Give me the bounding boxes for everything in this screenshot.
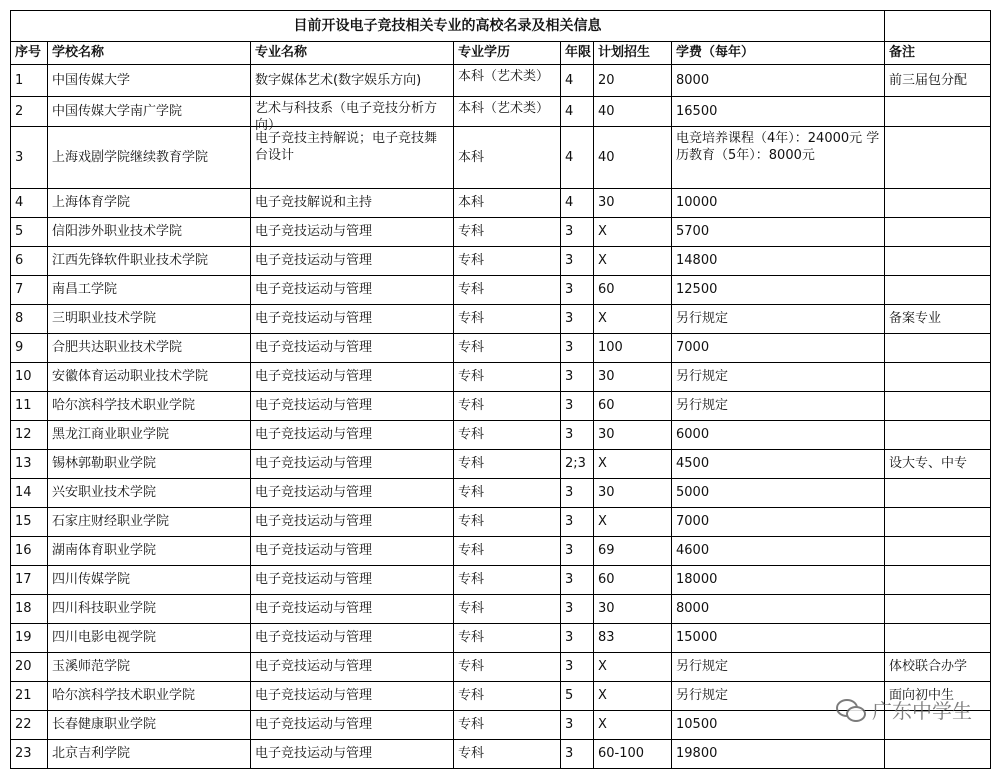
table-row xyxy=(11,65,991,97)
table-row xyxy=(11,624,991,653)
table-row xyxy=(11,218,991,247)
tuition-fee: 6000 xyxy=(672,421,885,450)
tuition-fee: 电竞培养课程（4年）：24000元 学历教育（5年）：8000元 xyxy=(672,127,885,189)
degree-level: 专科 xyxy=(454,566,561,595)
degree-level: 专科 xyxy=(454,537,561,566)
study-years: 3 xyxy=(561,305,594,334)
table-row xyxy=(11,421,991,450)
tuition-fee: 10500 xyxy=(672,711,885,740)
degree-level: 专科 xyxy=(454,363,561,392)
tuition-fee: 8000 xyxy=(672,595,885,624)
school-name: 锡林郭勒职业学院 xyxy=(48,450,251,479)
row-number: 15 xyxy=(11,508,48,537)
table-row xyxy=(11,97,991,127)
enrollment-plan: X xyxy=(594,305,672,334)
row-number: 1 xyxy=(11,65,48,97)
remark xyxy=(885,624,991,653)
school-name: 北京吉利学院 xyxy=(48,740,251,769)
tuition-fee: 7000 xyxy=(672,508,885,537)
enrollment-plan: 60-100 xyxy=(594,740,672,769)
row-number: 19 xyxy=(11,624,48,653)
row-number: 2 xyxy=(11,97,48,127)
row-number: 13 xyxy=(11,450,48,479)
tuition-fee: 14800 xyxy=(672,247,885,276)
school-name: 信阳涉外职业技术学院 xyxy=(48,218,251,247)
degree-level: 专科 xyxy=(454,218,561,247)
degree-level: 专科 xyxy=(454,653,561,682)
degree-level: 专科 xyxy=(454,334,561,363)
school-name: 湖南体育职业学院 xyxy=(48,537,251,566)
study-years: 3 xyxy=(561,508,594,537)
study-years: 5 xyxy=(561,682,594,711)
table-row xyxy=(11,127,991,189)
remark: 体校联合办学 xyxy=(885,653,991,682)
major-name: 电子竞技运动与管理 xyxy=(251,624,454,653)
enrollment-plan: 60 xyxy=(594,276,672,305)
remark xyxy=(885,247,991,276)
row-number: 14 xyxy=(11,479,48,508)
remark xyxy=(885,392,991,421)
remark: 面向初中生 xyxy=(885,682,991,711)
school-name: 南昌工学院 xyxy=(48,276,251,305)
tuition-fee: 16500 xyxy=(672,97,885,127)
study-years: 4 xyxy=(561,97,594,127)
school-name: 长春健康职业学院 xyxy=(48,711,251,740)
header-years: 年限 xyxy=(561,42,594,65)
row-number: 22 xyxy=(11,711,48,740)
enrollment-plan: 30 xyxy=(594,479,672,508)
row-number: 16 xyxy=(11,537,48,566)
row-number: 6 xyxy=(11,247,48,276)
degree-level: 专科 xyxy=(454,740,561,769)
enrollment-plan: 40 xyxy=(594,127,672,189)
school-name: 玉溪师范学院 xyxy=(48,653,251,682)
major-name: 电子竞技运动与管理 xyxy=(251,566,454,595)
tuition-fee: 18000 xyxy=(672,566,885,595)
table-title: 目前开设电子竞技相关专业的高校名录及相关信息 xyxy=(11,11,885,42)
remark xyxy=(885,363,991,392)
header-fee: 学费（每年） xyxy=(672,42,885,65)
row-number: 20 xyxy=(11,653,48,682)
major-name: 电子竞技运动与管理 xyxy=(251,711,454,740)
major-name: 电子竞技主持解说；电子竞技舞台设计 xyxy=(251,127,454,189)
study-years: 3 xyxy=(561,276,594,305)
major-name: 电子竞技运动与管理 xyxy=(251,508,454,537)
remark xyxy=(885,566,991,595)
remark xyxy=(885,189,991,218)
colleges-table xyxy=(10,10,991,769)
enrollment-plan: 20 xyxy=(594,65,672,97)
remark xyxy=(885,421,991,450)
watermark-text: 广东中学生 xyxy=(872,699,972,723)
school-name: 合肥共达职业技术学院 xyxy=(48,334,251,363)
degree-level: 专科 xyxy=(454,276,561,305)
tuition-fee: 19800 xyxy=(672,740,885,769)
major-name: 电子竞技运动与管理 xyxy=(251,392,454,421)
table-row xyxy=(11,276,991,305)
study-years: 4 xyxy=(561,127,594,189)
study-years: 3 xyxy=(561,624,594,653)
school-name: 三明职业技术学院 xyxy=(48,305,251,334)
header-note: 备注 xyxy=(885,42,991,65)
remark xyxy=(885,537,991,566)
header-major: 专业名称 xyxy=(251,42,454,65)
remark xyxy=(885,218,991,247)
school-name: 上海戏剧学院继续教育学院 xyxy=(48,127,251,189)
remark: 前三届包分配 xyxy=(885,65,991,97)
school-name: 四川电影电视学院 xyxy=(48,624,251,653)
remark xyxy=(885,127,991,189)
study-years: 3 xyxy=(561,711,594,740)
enrollment-plan: 83 xyxy=(594,624,672,653)
enrollment-plan: 60 xyxy=(594,566,672,595)
major-name: 电子竞技运动与管理 xyxy=(251,479,454,508)
major-name: 电子竞技运动与管理 xyxy=(251,218,454,247)
tuition-fee: 4600 xyxy=(672,537,885,566)
study-years: 3 xyxy=(561,392,594,421)
tuition-fee: 8000 xyxy=(672,65,885,97)
remark xyxy=(885,276,991,305)
table-row xyxy=(11,247,991,276)
school-name: 四川传媒学院 xyxy=(48,566,251,595)
study-years: 3 xyxy=(561,421,594,450)
study-years: 3 xyxy=(561,363,594,392)
enrollment-plan: X xyxy=(594,682,672,711)
remark xyxy=(885,508,991,537)
major-name: 电子竞技运动与管理 xyxy=(251,740,454,769)
table-row xyxy=(11,189,991,218)
major-name: 数字媒体艺术(数字娱乐方向) xyxy=(251,65,454,97)
enrollment-plan: X xyxy=(594,218,672,247)
degree-level: 专科 xyxy=(454,624,561,653)
degree-level: 专科 xyxy=(454,595,561,624)
remark xyxy=(885,334,991,363)
tuition-fee: 7000 xyxy=(672,334,885,363)
row-number: 21 xyxy=(11,682,48,711)
remark xyxy=(885,479,991,508)
enrollment-plan: 30 xyxy=(594,363,672,392)
school-name: 哈尔滨科学技术职业学院 xyxy=(48,392,251,421)
degree-level: 专科 xyxy=(454,392,561,421)
degree-level: 本科 xyxy=(454,189,561,218)
remark: 备案专业 xyxy=(885,305,991,334)
degree-level: 专科 xyxy=(454,682,561,711)
major-name: 电子竞技运动与管理 xyxy=(251,334,454,363)
major-name: 电子竞技运动与管理 xyxy=(251,276,454,305)
school-name: 石家庄财经职业学院 xyxy=(48,508,251,537)
enrollment-plan: X xyxy=(594,247,672,276)
enrollment-plan: X xyxy=(594,508,672,537)
row-number: 8 xyxy=(11,305,48,334)
table-row xyxy=(11,479,991,508)
row-number: 23 xyxy=(11,740,48,769)
enrollment-plan: 30 xyxy=(594,421,672,450)
wechat-icon xyxy=(836,699,866,721)
school-name: 江西先锋软件职业技术学院 xyxy=(48,247,251,276)
study-years: 3 xyxy=(561,479,594,508)
major-name: 电子竞技解说和主持 xyxy=(251,189,454,218)
table-row xyxy=(11,334,991,363)
degree-level: 专科 xyxy=(454,305,561,334)
enrollment-plan: 69 xyxy=(594,537,672,566)
table-row xyxy=(11,595,991,624)
major-name: 电子竞技运动与管理 xyxy=(251,537,454,566)
degree-level: 本科（艺术类） xyxy=(454,65,561,97)
major-name: 艺术与科技系（电子竞技分析方向） xyxy=(251,97,454,127)
major-name: 电子竞技运动与管理 xyxy=(251,363,454,392)
study-years: 3 xyxy=(561,218,594,247)
enrollment-plan: X xyxy=(594,450,672,479)
tuition-fee: 4500 xyxy=(672,450,885,479)
school-name: 黑龙江商业职业学院 xyxy=(48,421,251,450)
row-number: 4 xyxy=(11,189,48,218)
tuition-fee: 12500 xyxy=(672,276,885,305)
major-name: 电子竞技运动与管理 xyxy=(251,305,454,334)
tuition-fee: 5700 xyxy=(672,218,885,247)
tuition-fee: 5000 xyxy=(672,479,885,508)
row-number: 18 xyxy=(11,595,48,624)
degree-level: 专科 xyxy=(454,479,561,508)
tuition-fee: 另行规定 xyxy=(672,305,885,334)
row-number: 11 xyxy=(11,392,48,421)
degree-level: 本科（艺术类） xyxy=(454,97,561,127)
remark: 设大专、中专 xyxy=(885,450,991,479)
degree-level: 专科 xyxy=(454,247,561,276)
major-name: 电子竞技运动与管理 xyxy=(251,595,454,624)
table-row xyxy=(11,305,991,334)
school-name: 哈尔滨科学技术职业学院 xyxy=(48,682,251,711)
enrollment-plan: 30 xyxy=(594,189,672,218)
study-years: 3 xyxy=(561,595,594,624)
school-name: 上海体育学院 xyxy=(48,189,251,218)
school-name: 中国传媒大学 xyxy=(48,65,251,97)
tuition-fee: 10000 xyxy=(672,189,885,218)
school-name: 四川科技职业学院 xyxy=(48,595,251,624)
title-blank-cell xyxy=(885,11,991,42)
row-number: 7 xyxy=(11,276,48,305)
table-row xyxy=(11,537,991,566)
major-name: 电子竞技运动与管理 xyxy=(251,653,454,682)
remark xyxy=(885,97,991,127)
study-years: 3 xyxy=(561,334,594,363)
row-number: 9 xyxy=(11,334,48,363)
row-number: 3 xyxy=(11,127,48,189)
study-years: 3 xyxy=(561,247,594,276)
table-row xyxy=(11,363,991,392)
enrollment-plan: 60 xyxy=(594,392,672,421)
major-name: 电子竞技运动与管理 xyxy=(251,450,454,479)
header-degree: 专业学历 xyxy=(454,42,561,65)
enrollment-plan: 30 xyxy=(594,595,672,624)
header-no: 序号 xyxy=(11,42,48,65)
tuition-fee: 另行规定 xyxy=(672,653,885,682)
table-row xyxy=(11,508,991,537)
study-years: 4 xyxy=(561,189,594,218)
major-name: 电子竞技运动与管理 xyxy=(251,247,454,276)
watermark xyxy=(836,695,972,724)
table-row xyxy=(11,653,991,682)
study-years: 3 xyxy=(561,566,594,595)
tuition-fee: 另行规定 xyxy=(672,363,885,392)
school-name: 兴安职业技术学院 xyxy=(48,479,251,508)
study-years: 3 xyxy=(561,653,594,682)
row-number: 17 xyxy=(11,566,48,595)
row-number: 5 xyxy=(11,218,48,247)
enrollment-plan: X xyxy=(594,653,672,682)
row-number: 12 xyxy=(11,421,48,450)
row-number: 10 xyxy=(11,363,48,392)
degree-level: 专科 xyxy=(454,508,561,537)
school-name: 安徽体育运动职业技术学院 xyxy=(48,363,251,392)
school-name: 中国传媒大学南广学院 xyxy=(48,97,251,127)
enrollment-plan: 40 xyxy=(594,97,672,127)
header-plan: 计划招生 xyxy=(594,42,672,65)
table-row xyxy=(11,392,991,421)
study-years: 3 xyxy=(561,740,594,769)
tuition-fee: 另行规定 xyxy=(672,392,885,421)
degree-level: 本科 xyxy=(454,127,561,189)
study-years: 3 xyxy=(561,537,594,566)
major-name: 电子竞技运动与管理 xyxy=(251,421,454,450)
degree-level: 专科 xyxy=(454,421,561,450)
table-row xyxy=(11,740,991,769)
header-school: 学校名称 xyxy=(48,42,251,65)
enrollment-plan: X xyxy=(594,711,672,740)
tuition-fee: 15000 xyxy=(672,624,885,653)
enrollment-plan: 100 xyxy=(594,334,672,363)
table-row xyxy=(11,566,991,595)
degree-level: 专科 xyxy=(454,711,561,740)
remark xyxy=(885,595,991,624)
table-row xyxy=(11,450,991,479)
degree-level: 专科 xyxy=(454,450,561,479)
remark xyxy=(885,740,991,769)
study-years: 4 xyxy=(561,65,594,97)
study-years: 2;3 xyxy=(561,450,594,479)
tuition-fee: 另行规定 xyxy=(672,682,885,711)
major-name: 电子竞技运动与管理 xyxy=(251,682,454,711)
